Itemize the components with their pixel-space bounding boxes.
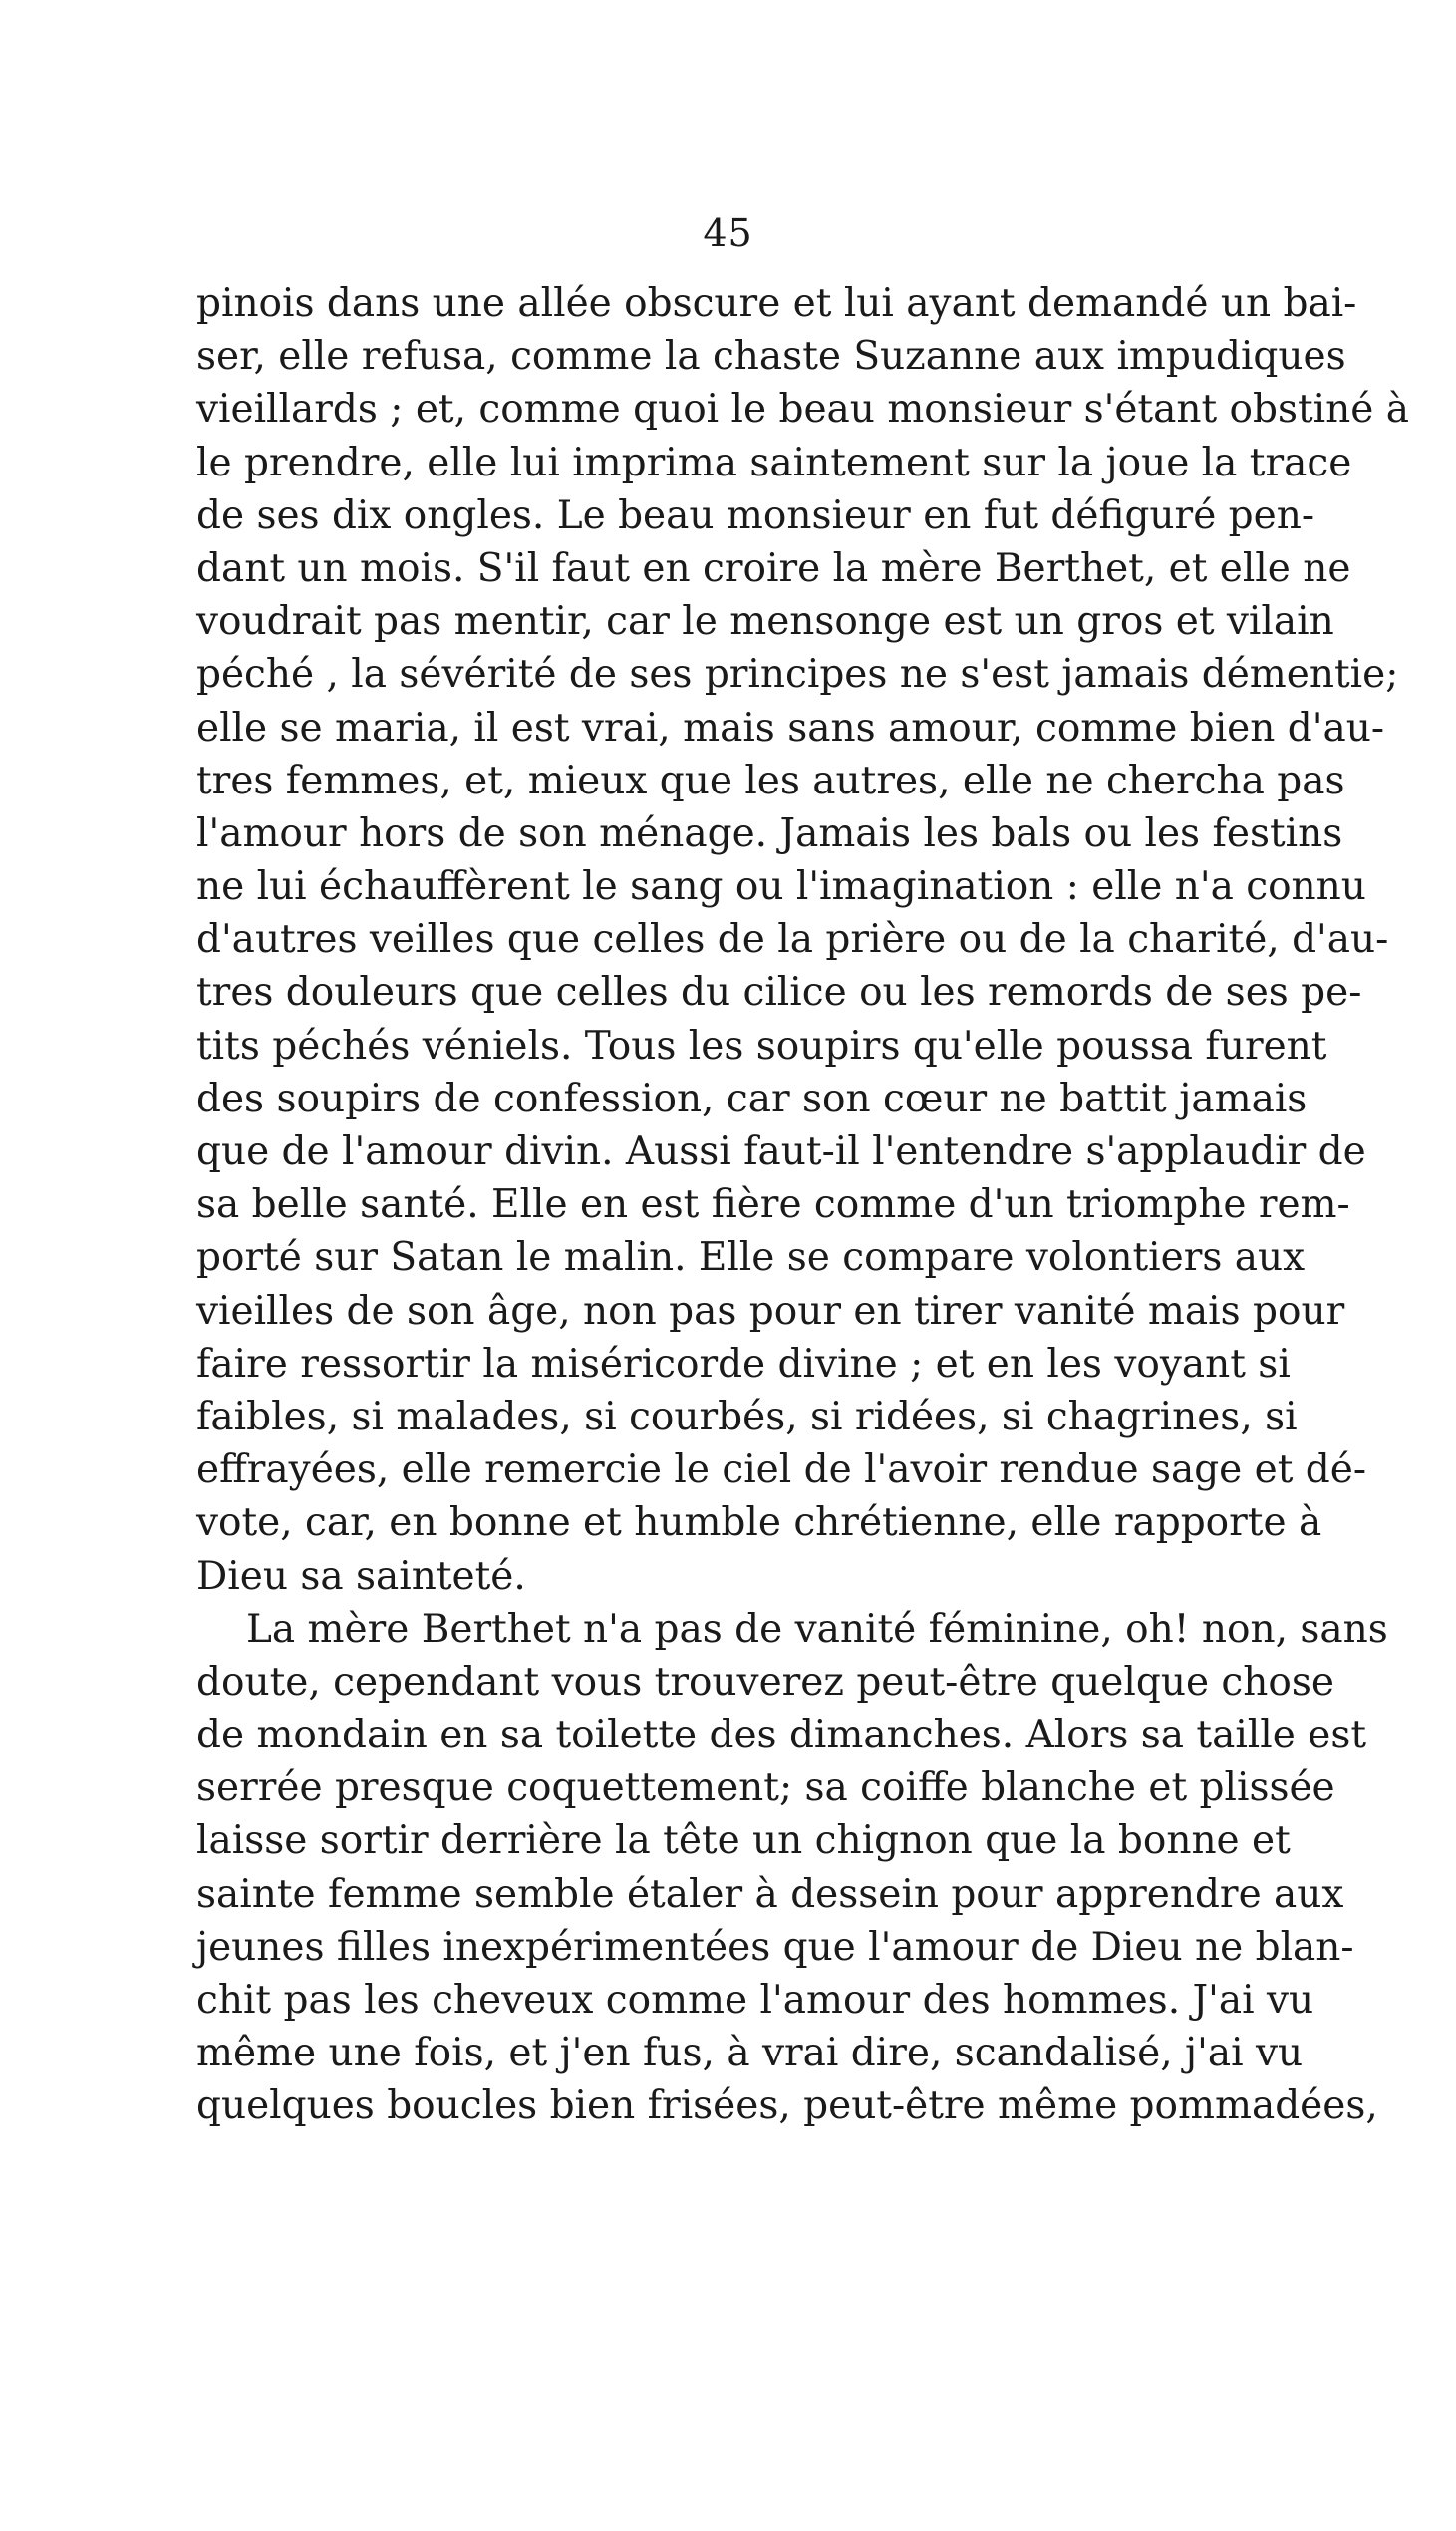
text-line: dant un mois. S'il faut en croire la mère Berthet, et elle ne xyxy=(196,545,1351,591)
text-line: l'amour hors de son ménage. Jamais les bals ou les festins xyxy=(196,810,1343,856)
body-text xyxy=(196,277,1409,2133)
text-line: faibles, si malades, si courbés, si ridées, si chagrines, si xyxy=(196,1394,1298,1439)
text-line: Dieu sa sainteté. xyxy=(196,1553,526,1599)
text-line: de ses dix ongles. Le beau monsieur en fut défiguré pen- xyxy=(196,492,1315,538)
text-line: jeunes filles inexpérimentées que l'amour de Dieu ne blan- xyxy=(196,1924,1354,1970)
text-line: pinois dans une allée obscure et lui ayant demandé un bai- xyxy=(196,281,1357,326)
text-line: tres femmes, et, mieux que les autres, elle ne chercha pas xyxy=(196,758,1345,803)
text-line: vieilles de son âge, non pas pour en tirer vanité mais pour xyxy=(196,1288,1345,1334)
page-number: 45 xyxy=(703,211,753,255)
text-line: ne lui échauffèrent le sang ou l'imagination : elle n'a connu xyxy=(196,864,1366,910)
text-line: de mondain en sa toilette des dimanches. Alors sa taille est xyxy=(196,1713,1366,1758)
text-line: La mère Berthet n'a pas de vanité féminine, oh! non, sans xyxy=(246,1606,1388,1652)
text-line: sainte femme semble étaler à dessein pour apprendre aux xyxy=(196,1871,1344,1917)
text-line: doute, cependant vous trouverez peut-être quelque chose xyxy=(196,1659,1334,1705)
text-line: voudrait pas mentir, car le mensonge est un gros et vilain xyxy=(196,599,1334,645)
text-line: que de l'amour divin. Aussi faut-il l'entendre s'applaudir de xyxy=(196,1129,1366,1174)
paragraph xyxy=(196,277,1409,1603)
text-line: elle se maria, il est vrai, mais sans amour, comme bien d'au- xyxy=(196,705,1385,751)
text-line: vote, car, en bonne et humble chrétienne, elle rapporte à xyxy=(196,1500,1322,1546)
text-line: chit pas les cheveux comme l'amour des hommes. J'ai vu xyxy=(196,1978,1314,2023)
text-line: vieillards ; et, comme quoi le beau monsieur s'étant obstiné à xyxy=(196,387,1409,433)
text-line: serrée presque coquettement; sa coiffe blanche et plissée xyxy=(196,1765,1335,1811)
text-line: même une fois, et j'en fus, à vrai dire, scandalisé, j'ai vu xyxy=(196,2031,1304,2076)
text-line: faire ressortir la miséricorde divine ; et en les voyant si xyxy=(196,1341,1291,1387)
text-line: laisse sortir derrière la tête un chignon que la bonne et xyxy=(196,1818,1291,1864)
text-line: péché , la sévérité de ses principes ne s'est jamais démentie; xyxy=(196,652,1399,698)
text-line: quelques boucles bien frisées, peut-être même pommadées, xyxy=(196,2083,1378,2129)
text-line: des soupirs de confession, car son cœur ne battit jamais xyxy=(196,1076,1308,1121)
text-line: effrayées, elle remercie le ciel de l'avoir rendue sage et dé- xyxy=(196,1447,1367,1493)
text-line: porté sur Satan le malin. Elle se compare volontiers aux xyxy=(196,1235,1306,1281)
text-line: tits péchés véniels. Tous les soupirs qu'elle poussa furent xyxy=(196,1023,1327,1069)
text-line: le prendre, elle lui imprima saintement sur la joue la trace xyxy=(196,440,1352,485)
text-line: ser, elle refusa, comme la chaste Suzanne aux impudiques xyxy=(196,334,1346,380)
text-line: sa belle santé. Elle en est fière comme d'un triomphe rem- xyxy=(196,1182,1350,1228)
text-line: d'autres veilles que celles de la prière ou de la charité, d'au- xyxy=(196,917,1389,963)
text-line: tres douleurs que celles du cilice ou les remords de ses pe- xyxy=(196,970,1362,1016)
paragraph xyxy=(196,1603,1388,2133)
